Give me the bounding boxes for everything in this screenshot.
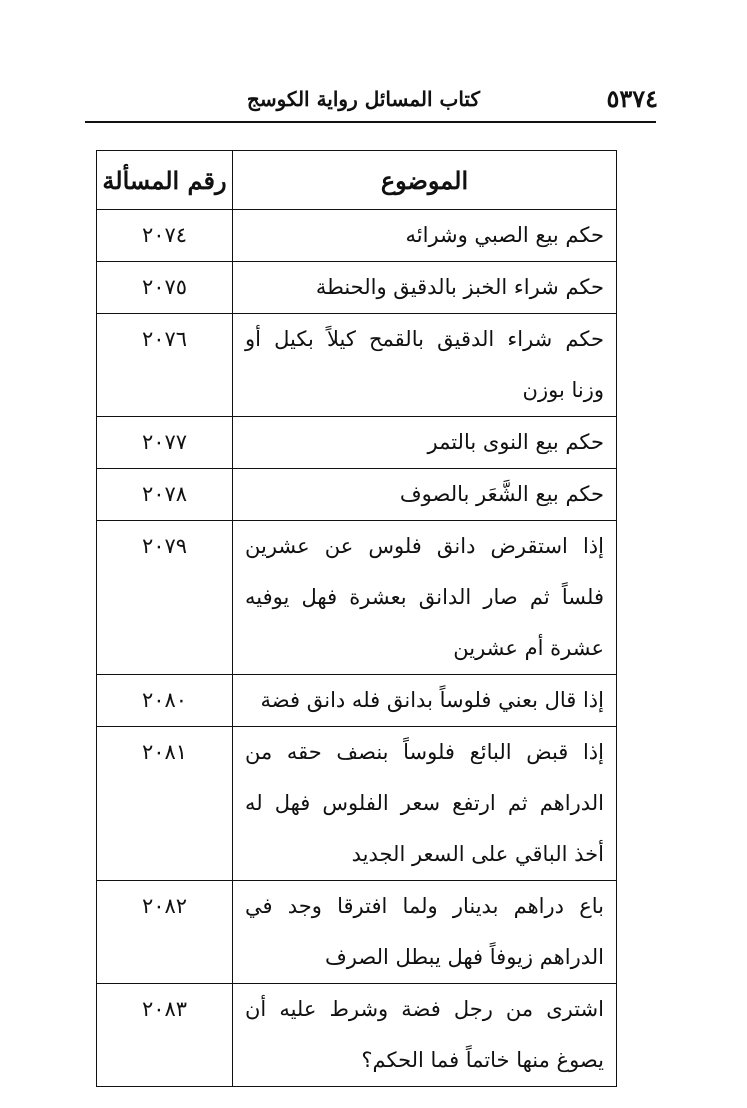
issue-number-cell: ٢٠٧٧ xyxy=(97,417,233,469)
topic-cell: إذا استقرض دانق فلوس عن عشرين فلساً ثم صار الدانق بعشرة فهل يوفيه عشرة أم عشرين xyxy=(233,521,617,675)
topic-cell: باع دراهم بدينار ولما افترقا وجد في الدراهم زيوفاً فهل يبطل الصرف xyxy=(233,881,617,984)
table-row xyxy=(97,314,617,417)
issue-number-cell: ٢٠٧٦ xyxy=(97,314,233,417)
issue-number-cell: ٢٠٨٣ xyxy=(97,984,233,1087)
index-table xyxy=(96,150,617,1087)
issue-number-cell: ٢٠٧٤ xyxy=(97,210,233,262)
topic-cell: إذا قال بعني فلوساً بدانق فله دانق فضة xyxy=(233,675,617,727)
table-header-row xyxy=(97,151,617,210)
topic-cell: اشترى من رجل فضة وشرط عليه أن يصوغ منها خاتماً فما الحكم؟ xyxy=(233,984,617,1087)
topic-cell: حكم شراء الخبز بالدقيق والحنطة xyxy=(233,262,617,314)
issue-number-cell: ٢٠٧٥ xyxy=(97,262,233,314)
table-row xyxy=(97,262,617,314)
topic-cell: إذا قبض البائع فلوساً بنصف حقه من الدراهم ثم ارتفع سعر الفلوس فهل له أخذ الباقي على السعر الجديد xyxy=(233,727,617,881)
column-header-topic: الموضوع xyxy=(233,151,617,210)
issue-number-cell: ٢٠٨١ xyxy=(97,727,233,881)
table-row xyxy=(97,984,617,1087)
table-row xyxy=(97,210,617,262)
topic-cell: حكم بيع الشَّعَر بالصوف xyxy=(233,469,617,521)
topic-cell: حكم بيع الصبي وشرائه xyxy=(233,210,617,262)
table-row xyxy=(97,417,617,469)
issue-number-cell: ٢٠٧٩ xyxy=(97,521,233,675)
table-row xyxy=(97,675,617,727)
header-rule xyxy=(85,121,656,123)
table-row xyxy=(97,469,617,521)
column-header-number: رقم المسألة xyxy=(97,151,233,210)
book-title: كتاب المسائل رواية الكوسج xyxy=(246,87,480,111)
page-header xyxy=(88,84,658,118)
table-row xyxy=(97,521,617,675)
table-row xyxy=(97,727,617,881)
topic-cell: حكم شراء الدقيق بالقمح كيلاً بكيل أو وزنا بوزن xyxy=(233,314,617,417)
topic-cell: حكم بيع النوى بالتمر xyxy=(233,417,617,469)
table-row xyxy=(97,881,617,984)
issue-number-cell: ٢٠٧٨ xyxy=(97,469,233,521)
issue-number-cell: ٢٠٨٠ xyxy=(97,675,233,727)
issue-number-cell: ٢٠٨٢ xyxy=(97,881,233,984)
page-number: ٥٣٧٤ xyxy=(606,84,658,113)
